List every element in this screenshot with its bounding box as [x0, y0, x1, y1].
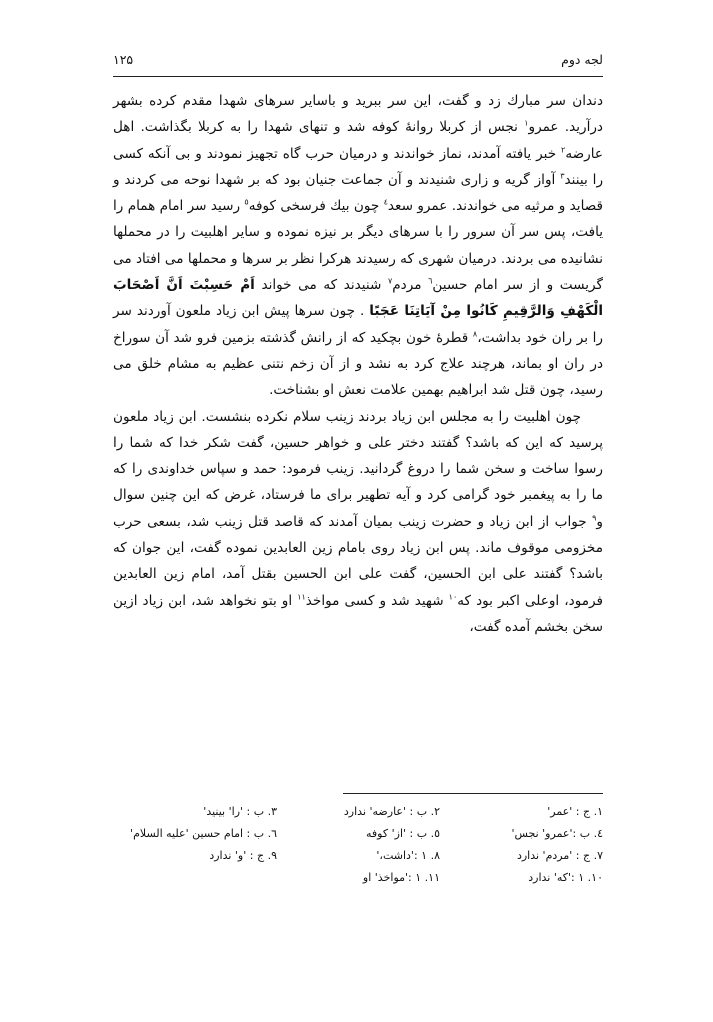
chapter-title: لجه دوم — [561, 52, 603, 67]
text-run: شهید شد و کسی مواخذ — [305, 592, 449, 609]
paragraph — [113, 88, 603, 404]
footnote-entry: ۷. ج : 'مردم' ندارد — [516, 848, 603, 862]
footnote-rule — [343, 793, 603, 794]
footnote-entry: ٤. ب :'عمرو' نجس' — [511, 826, 603, 840]
footnote-marker: ٦ — [428, 276, 433, 286]
text-run: قطرهٔ خون بچکید که از رانش گذشته بزمین فرو شد آن سوراخ در ران او بماند، هرچند علاج کرد به نشد و از آن زخم نتنی عظیم به مشام خلق می رسید، چون قتل شد ابراهیم بهمین علامت نعش او بشناخت. — [113, 329, 603, 399]
footnote-marker: ۷ — [387, 276, 393, 286]
running-header — [113, 52, 603, 74]
text-run: دندان سر مبارك زد و گفت، این سر ببرید و باسایر سرهای شهدا مقدم کرده بشهر درآرید. عمرو — [113, 93, 603, 136]
footnote-entry: ٥. ب : 'از' کوفه — [366, 826, 440, 840]
footnote-marker: ۸ — [472, 329, 478, 339]
page-number: ۱۲۵ — [113, 52, 134, 67]
footnote-marker: ۹ — [592, 513, 597, 523]
text-run: او بتو نخواهد شد، ابن زیاد ازین سخن بخشم آمده گفت، — [113, 592, 603, 635]
text-run: شنیدند که می خواند — [254, 277, 388, 294]
footnote-entry: ۸. ۱ :'داشت،' — [376, 848, 440, 862]
footnote-marker: ۲ — [561, 145, 566, 155]
text-run: چون بیك فرسخی کوفه — [248, 198, 384, 215]
footnote-row — [113, 866, 603, 888]
body-text — [113, 88, 603, 640]
footnote-marker: ٤ — [383, 197, 388, 207]
paragraph — [113, 404, 603, 641]
text-run: جواب از ابن زیاد و حضرت زینب بمیان آمدند که قاصد قتل زینب شد، بسعی حرب مخزومی موقوف ماند. پس ابن زیاد روی بامام زین العابدین نموده گفت، این جوان که باشد؟ گفتند علی ابن الحسین، گفت علی ابن الحسین بقتل آمد، امام زین العابدین فرمود، اوعلی اکبر بود که — [113, 513, 604, 609]
footnote-entry: ۲. ب : 'عارضه' ندارد — [343, 804, 440, 818]
footnote-marker: ۱۱ — [297, 592, 306, 602]
footnote-entry: ۱. ج : 'عمر' — [547, 804, 603, 818]
footnote-marker: ۳ — [560, 171, 565, 181]
text-run: آواز گریه و زاری شنیدند و آن جماعت جنیان بود که بر شهدا نوحه می کردند و قصاید و مرثیه می خواندند. عمرو سعد — [113, 171, 603, 215]
quran-verse: اَمْ حَسِبْتَ اَنَّ اَصْحَابَ الْكَهْفِ وَالرَّقِيمِ كَانُوا مِنْ آيَاتِنَا عَجَبًا — [113, 277, 603, 320]
text-run: رسید سر امام همام را یافت، پس سر آن سرور را با سرهای دیگر بر نیزه نموده و سایر اهلبیت را در محملها نشانیده می بردند. درمیان شهری که رسیدند هرکرا نظر بر سرها و محملها می افتاد می گریست و از سر امام حسین — [113, 198, 604, 294]
footnote-marker: ۱ — [524, 118, 529, 128]
footnote-marker: ۱۰ — [448, 592, 458, 602]
text-run: مردم — [392, 277, 429, 294]
footnote-row — [113, 844, 603, 866]
footnote-entry: ۱۱. ۱ :'مواخذ' او — [362, 870, 440, 884]
footnotes — [113, 800, 603, 888]
text-run: چون اهلبیت را به مجلس ابن زیاد بردند زینب سلام نکرده بنشست. ابن زیاد ملعون پرسید که این که باشد؟ گفتند دختر علی و خواهر حسین، گفت شکر خدا که شما را رسوا ساخت و سخن شما را دروغ گردانید. زینب فرمود: حمد و سپاس خداوندی را که ما را به پیغمبر خود گرامی کرد و آیه تطهیر برای ما فرستاد، غرض که این چنین سوال و — [113, 408, 603, 530]
footnote-row — [113, 822, 603, 844]
footnote-entry: ۹. ج : 'و' ندارد — [209, 848, 277, 862]
text-run: نجس از کربلا روانهٔ کوفه شد و تنهای شهدا را به کربلا بگذاشت. اهل عارضه — [113, 119, 603, 162]
text-run: . چون سرها پیش ابن زیاد ملعون آوردند سر را بر ران خود بداشت، — [113, 303, 603, 346]
footnote-row — [113, 800, 603, 822]
footnote-entry: ۳. ب : 'را' بینید' — [203, 804, 277, 818]
footnote-marker: ٥ — [244, 197, 249, 207]
footnote-entry: ۱۰. ۱ :'که' ندارد — [528, 870, 603, 884]
text-run: خبر یافته آمدند، نماز خواندند و درمیان حرب گاه تجهیز نمودند و بی آنکه کسی را بینند — [113, 145, 604, 188]
header-rule — [113, 76, 603, 77]
footnote-entry: ٦. ب : امام حسین 'علیه السلام' — [130, 826, 277, 840]
